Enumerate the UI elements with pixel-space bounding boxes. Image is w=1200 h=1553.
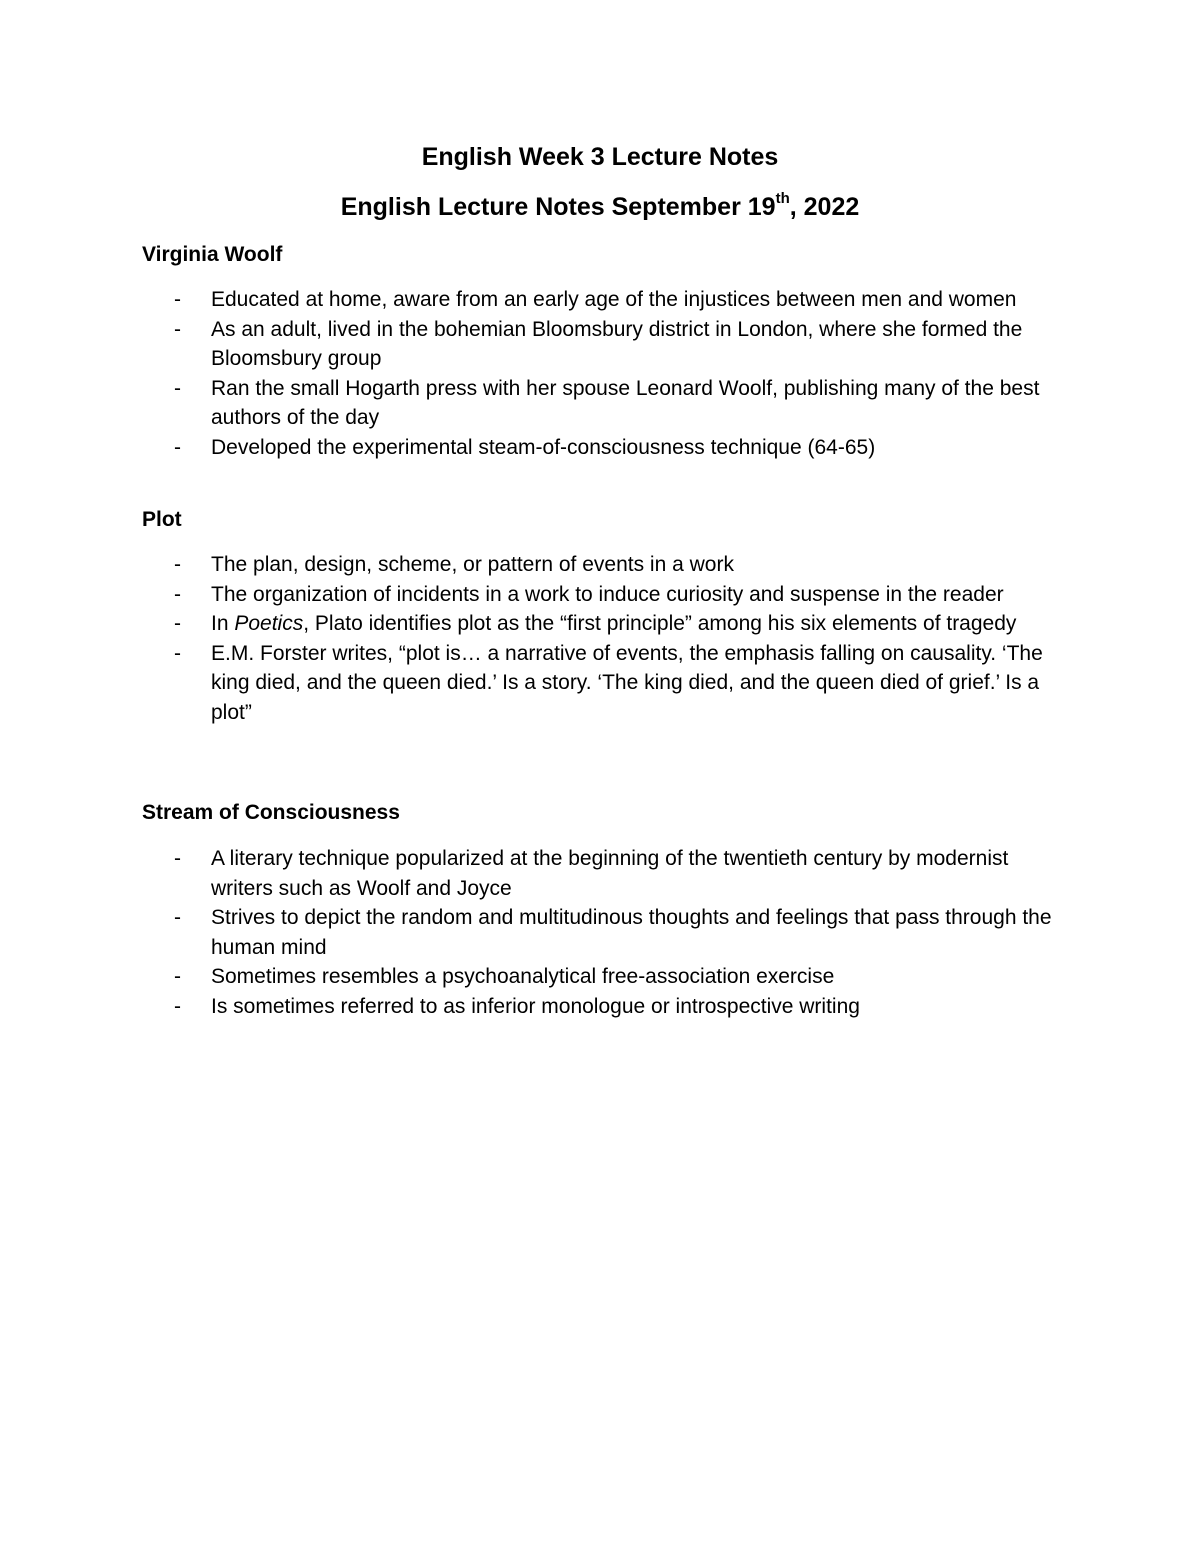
list-item-text-lead: In [211,612,235,635]
bullet-list-virginia-woolf [142,285,1062,462]
list-item-text: Strives to depict the random and multitudinous thoughts and feelings that pass through the human mind [211,906,1052,959]
bullet-dash: - [174,288,181,311]
bullet-list-stream-of-consciousness [142,844,1062,1021]
bullet-dash: - [174,582,181,606]
list-item [142,609,1062,639]
section-heading-plot: Plot [142,508,182,531]
document-title: English Week 3 Lecture Notes [421,143,779,171]
section-heading-virginia-woolf: Virginia Woolf [142,243,283,266]
list-item-text: Educated at home, aware from an early age of the injustices between men and women [211,288,1017,311]
list-item [142,639,1062,728]
list-item-text: The organization of incidents in a work to induce curiosity and suspense in the reader [211,582,1004,606]
list-item-text: Sometimes resembles a psychoanalytical free-association exercise [211,965,835,988]
list-item-text: A literary technique popularized at the beginning of the twentieth century by modernist writers such as Woolf and Joyce [211,847,1009,900]
list-item-text: Developed the experimental steam-of-consciousness technique (64-65) [211,435,876,459]
list-item-text [211,612,1016,635]
bullet-dash: - [174,994,181,1018]
list-item-text: As an adult, lived in the bohemian Bloomsbury district in London, where she formed the Bloomsbury group [211,317,1023,370]
list-item [142,844,1062,903]
list-item [142,374,1062,433]
subtitle-year-text: , 2022 [789,193,860,221]
bullet-dash: - [174,612,181,635]
bullet-dash: - [174,435,181,459]
list-item [142,580,1062,610]
list-item [142,992,1062,1022]
list-item-text: Ran the small Hogarth press with her spouse Leonard Woolf, publishing many of the best authors of the day [211,376,1040,429]
bullet-dash: - [174,376,181,400]
bullet-dash: - [174,641,181,665]
document-subtitle [0,189,1200,222]
list-item [142,550,1062,580]
list-item-text: Is sometimes referred to as inferior monologue or introspective writing [211,994,860,1018]
list-item-text-rest: , Plato identifies plot as the “first principle” among his six elements of tragedy [303,612,1017,635]
bullet-list-plot [142,550,1062,727]
bullet-dash: - [174,965,181,988]
list-item [142,315,1062,374]
bullet-dash: - [174,553,181,576]
book-title-poetics: Poetics [234,612,304,635]
list-item [142,285,1062,315]
section-heading-stream-of-consciousness: Stream of Consciousness [142,801,400,824]
list-item [142,903,1062,962]
list-item-text: E.M. Forster writes, “plot is… a narrative of events, the emphasis falling on causality. ‘The king died, and the queen died.’ Is a story. ‘The king died, and the queen died of grief.’ Is a plot” [211,641,1043,724]
list-item-text: The plan, design, scheme, or pattern of events in a work [211,553,734,576]
bullet-dash: - [174,317,181,341]
subtitle-ordinal-suffix: th [775,189,790,207]
bullet-dash: - [174,847,181,870]
subtitle-date-text: English Lecture Notes September 19 [340,193,776,221]
list-item [142,962,1062,992]
list-item [142,433,1062,463]
bullet-dash: - [174,906,181,929]
